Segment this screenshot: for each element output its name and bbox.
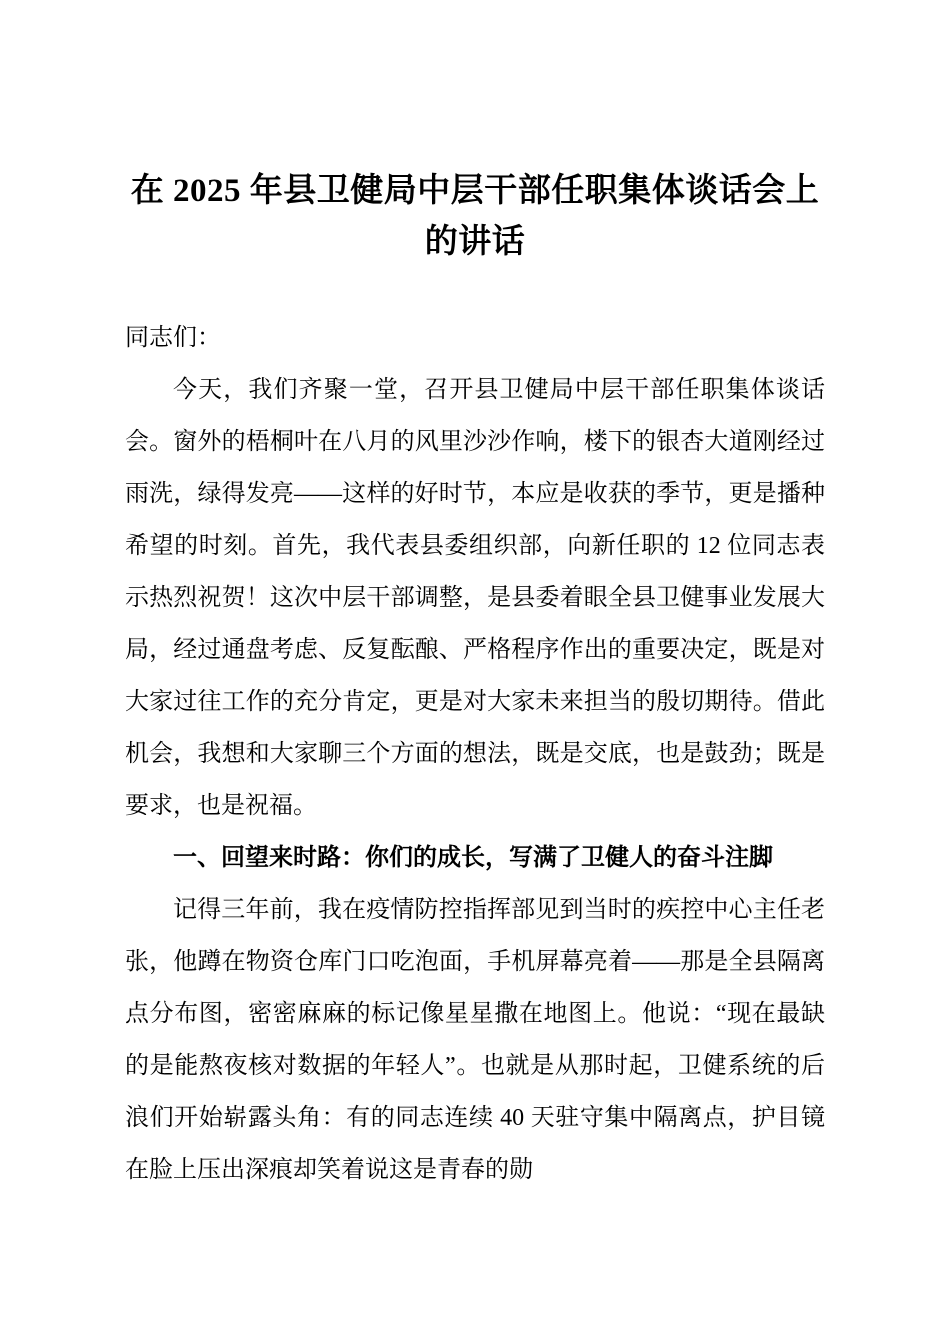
paragraph-opening: 今天，我们齐聚一堂，召开县卫健局中层干部任职集体谈话会。窗外的梧桐叶在八月的风里沙沙作响，楼下的银杏大道刚经过雨洗，绿得发亮——这样的好时节，本应是收获的季节，更是播种希望的时刻。首先，我代表县委组织部，向新任职的 12 位同志表示热烈祝贺！这次中层干部调整，是县委着眼全县卫健事业发展大局，经过通盘考虑、反复酝酿、严格程序作出的重要决定，既是对大家过往工作的充分肯定，更是对大家未来担当的殷切期待。借此机会，我想和大家聊三个方面的想法，既是交底，也是鼓劲；既是要求，也是祝福。: [125, 377, 825, 820]
salutation: 同志们：: [125, 325, 221, 352]
paragraph-section-1-body: 记得三年前，我在疫情防控指挥部见到当时的疾控中心主任老张，他蹲在物资仓库门口吃泡面，手机屏幕亮着——那是全县隔离点分布图，密密麻麻的标记像星星撒在地图上。他说：“现在最缺的是能熬夜核对数据的年轻人”。也就是从那时起，卫健系统的后浪们开始崭露头角：有的同志连续 40 天驻守集中隔离点，护目镜在脸上压出深痕却笑着说这是青春的勋: [125, 897, 825, 1184]
section-heading-1: 一、回望来时路：你们的成长，写满了卫健人的奋斗注脚: [173, 844, 773, 872]
document-title: 在 2025 年县卫健局中层干部任职集体谈话会上的讲话: [130, 173, 820, 261]
